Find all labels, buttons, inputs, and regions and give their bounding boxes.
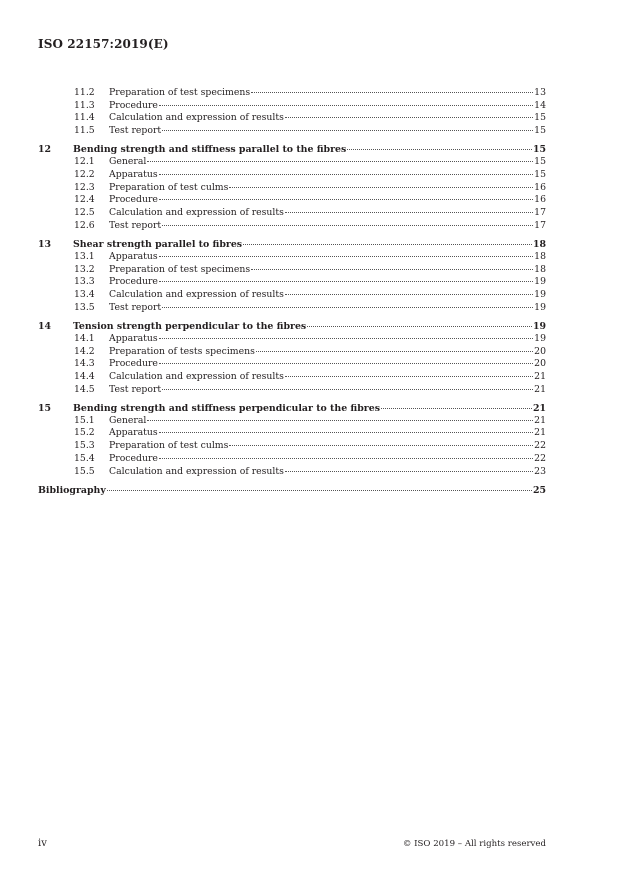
toc-entry-number: 15.5 [74, 465, 95, 477]
toc-entry-title: Test report [109, 219, 162, 231]
toc-entry-title: Preparation of test specimens [109, 87, 251, 98]
toc-entry-13-1[interactable] [38, 251, 546, 264]
dot-leader [229, 187, 533, 188]
toc-entry-title: Preparation of tests specimens [109, 345, 255, 357]
toc-entry-title: Calculation and expression of results [109, 112, 284, 124]
toc-clause-title: Bending strength and stiffness parallel to the fibres [73, 144, 347, 156]
toc-clause-14[interactable] [38, 320, 546, 333]
toc-entry-number: 12.1 [74, 156, 95, 168]
dot-leader [256, 351, 533, 352]
toc-entry-number: 15.3 [74, 440, 95, 452]
toc-entry-14-1[interactable] [38, 333, 546, 346]
toc-entry-13-5[interactable] [38, 302, 546, 315]
toc-entry-number: 11.5 [74, 125, 95, 137]
dot-leader [251, 269, 533, 270]
toc-entry-page: 14 [534, 99, 546, 111]
toc-entry-12-6[interactable] [38, 220, 546, 233]
toc-entry-page: 19 [534, 288, 546, 300]
table-of-contents [38, 87, 546, 497]
toc-entry-11-5[interactable] [38, 125, 546, 138]
toc-entry-number: 12.6 [74, 219, 95, 231]
dot-leader [243, 244, 532, 245]
toc-entry-12-4[interactable] [38, 194, 546, 207]
toc-entry-12-1[interactable] [38, 156, 546, 169]
toc-entry-number: 13.4 [74, 288, 95, 300]
dot-leader [159, 432, 534, 433]
toc-clause-title: Shear strength parallel to fibres [73, 238, 243, 250]
toc-entry-page: 21 [534, 414, 546, 426]
toc-entry-number: 12.3 [74, 181, 95, 193]
toc-clause-number: 12 [38, 144, 52, 156]
toc-entry-page: 16 [534, 181, 546, 193]
toc-entry-title: Preparation of test culms [109, 440, 229, 452]
toc-entry-title: Procedure [109, 452, 158, 464]
toc-entry-14-4[interactable] [38, 371, 546, 384]
toc-entry-13-2[interactable] [38, 264, 546, 277]
toc-entry-number: 11.2 [74, 87, 95, 98]
toc-bibliography-title: Bibliography [38, 485, 106, 497]
toc-entry-15-1[interactable] [38, 415, 546, 428]
toc-entry-title: Calculation and expression of results [109, 207, 284, 218]
toc-entry-14-5[interactable] [38, 384, 546, 397]
toc-entry-number: 14.1 [74, 332, 95, 344]
toc-entry-15-2[interactable] [38, 427, 546, 440]
toc-bibliography-page: 25 [532, 485, 546, 497]
toc-clause-number: 14 [38, 320, 52, 332]
toc-entry-title: Calculation and expression of results [109, 465, 284, 477]
toc-entry-page: 19 [534, 301, 546, 313]
toc-entry-page: 21 [534, 427, 546, 439]
toc-clause-page: 19 [532, 320, 546, 332]
toc-entry-title: Preparation of test specimens [109, 263, 251, 275]
toc-entry-number: 11.3 [74, 99, 95, 111]
toc-entry-page: 15 [534, 112, 546, 124]
dot-leader [285, 294, 533, 295]
toc-entry-page: 23 [534, 465, 546, 477]
toc-entry-number: 13.5 [74, 301, 95, 313]
toc-entry-number: 15.2 [74, 427, 95, 439]
toc-entry-number: 12.4 [74, 194, 95, 206]
toc-entry-title: Procedure [109, 194, 158, 206]
toc-clause-title: Tension strength perpendicular to the fibres [73, 320, 307, 332]
dot-leader [159, 281, 533, 282]
toc-clause-13[interactable] [38, 238, 546, 251]
dot-leader [285, 212, 533, 213]
toc-entry-page: 13 [534, 87, 546, 98]
toc-clause-page: 18 [532, 238, 546, 250]
toc-entry-title: Apparatus [109, 427, 158, 439]
toc-entry-14-3[interactable] [38, 358, 546, 371]
dot-leader [162, 389, 533, 390]
toc-entry-page: 18 [534, 250, 546, 262]
toc-entry-title: Apparatus [109, 332, 158, 344]
dot-leader [251, 92, 533, 93]
toc-entry-number: 11.4 [74, 112, 95, 124]
toc-entry-number: 15.1 [74, 414, 95, 426]
toc-entry-13-4[interactable] [38, 289, 546, 302]
toc-entry-title: General [109, 414, 147, 426]
toc-entry-number: 13.1 [74, 250, 95, 262]
toc-entry-page: 22 [534, 452, 546, 464]
toc-entry-number: 15.4 [74, 452, 95, 464]
toc-clause-number: 13 [38, 238, 52, 250]
dot-leader [159, 105, 533, 106]
dot-leader [159, 458, 533, 459]
toc-clause-number: 15 [38, 402, 52, 414]
toc-entry-number: 12.2 [74, 168, 95, 180]
dot-leader [159, 338, 534, 339]
toc-entry-15-5[interactable] [38, 466, 546, 479]
dot-leader [147, 420, 533, 421]
toc-entry-title: Procedure [109, 99, 158, 111]
toc-entry-title: Test report [109, 125, 162, 137]
dot-leader [347, 149, 532, 150]
toc-entry-page: 17 [534, 207, 546, 218]
dot-leader [285, 471, 533, 472]
dot-leader [381, 408, 532, 409]
toc-entry-15-4[interactable] [38, 453, 546, 466]
toc-entry-page: 16 [534, 194, 546, 206]
dot-leader [285, 117, 533, 118]
toc-entry-title: Apparatus [109, 250, 158, 262]
toc-entry-title: Procedure [109, 276, 158, 288]
toc-entry-11-2[interactable] [38, 87, 546, 100]
toc-entry-page: 15 [534, 156, 546, 168]
toc-entry-number: 14.2 [74, 345, 95, 357]
toc-entry-title: Preparation of test culms [109, 181, 229, 193]
toc-entry-15-3[interactable] [38, 440, 546, 453]
toc-clause-12[interactable] [38, 143, 546, 156]
dot-leader [307, 326, 532, 327]
toc-entry-12-2[interactable] [38, 169, 546, 182]
toc-entry-title: Calculation and expression of results [109, 370, 284, 382]
toc-clause-title: Bending strength and stiffness perpendicular to the fibres [73, 402, 380, 414]
toc-entry-page: 15 [534, 168, 546, 180]
page-number-label: iv [38, 838, 47, 849]
toc-entry-page: 21 [534, 370, 546, 382]
toc-entry-11-4[interactable] [38, 112, 546, 125]
dot-leader [162, 307, 533, 308]
toc-entry-page: 20 [534, 345, 546, 357]
dot-leader [229, 445, 533, 446]
dot-leader [162, 225, 533, 226]
toc-entry-13-3[interactable] [38, 276, 546, 289]
toc-entry-title: Calculation and expression of results [109, 288, 284, 300]
toc-entry-page: 17 [534, 219, 546, 231]
toc-entry-page: 18 [534, 263, 546, 275]
toc-entry-number: 14.4 [74, 370, 95, 382]
toc-bibliography[interactable] [38, 484, 546, 497]
toc-entry-14-2[interactable] [38, 346, 546, 359]
toc-entry-11-3[interactable] [38, 100, 546, 113]
toc-clause-page: 15 [532, 144, 546, 156]
document-identifier: ISO 22157:2019(E) [38, 37, 169, 51]
toc-entry-number: 13.3 [74, 276, 95, 288]
toc-entry-title: Test report [109, 301, 162, 313]
dot-leader [159, 363, 533, 364]
dot-leader [162, 130, 533, 131]
toc-entry-title: Apparatus [109, 168, 158, 180]
toc-entry-title: General [109, 156, 147, 168]
copyright-notice: © ISO 2019 – All rights reserved [402, 839, 546, 849]
toc-entry-page: 20 [534, 358, 546, 370]
toc-clause-15[interactable] [38, 402, 546, 415]
toc-entry-12-3[interactable] [38, 182, 546, 195]
dot-leader [107, 490, 532, 491]
toc-entry-title: Test report [109, 383, 162, 395]
dot-leader [147, 161, 533, 162]
dot-leader [285, 376, 533, 377]
dot-leader [159, 199, 533, 200]
toc-entry-12-5[interactable] [38, 207, 546, 220]
toc-entry-page: 19 [534, 276, 546, 288]
toc-entry-number: 14.5 [74, 383, 95, 395]
toc-entry-page: 15 [534, 125, 546, 137]
toc-entry-number: 14.3 [74, 358, 95, 370]
toc-entry-number: 13.2 [74, 263, 95, 275]
toc-entry-page: 21 [534, 383, 546, 395]
toc-entry-title: Procedure [109, 358, 158, 370]
toc-entry-page: 19 [534, 332, 546, 344]
dot-leader [159, 256, 534, 257]
dot-leader [159, 174, 534, 175]
toc-clause-page: 21 [532, 402, 546, 414]
toc-entry-page: 22 [534, 440, 546, 452]
toc-entry-number: 12.5 [74, 207, 95, 218]
